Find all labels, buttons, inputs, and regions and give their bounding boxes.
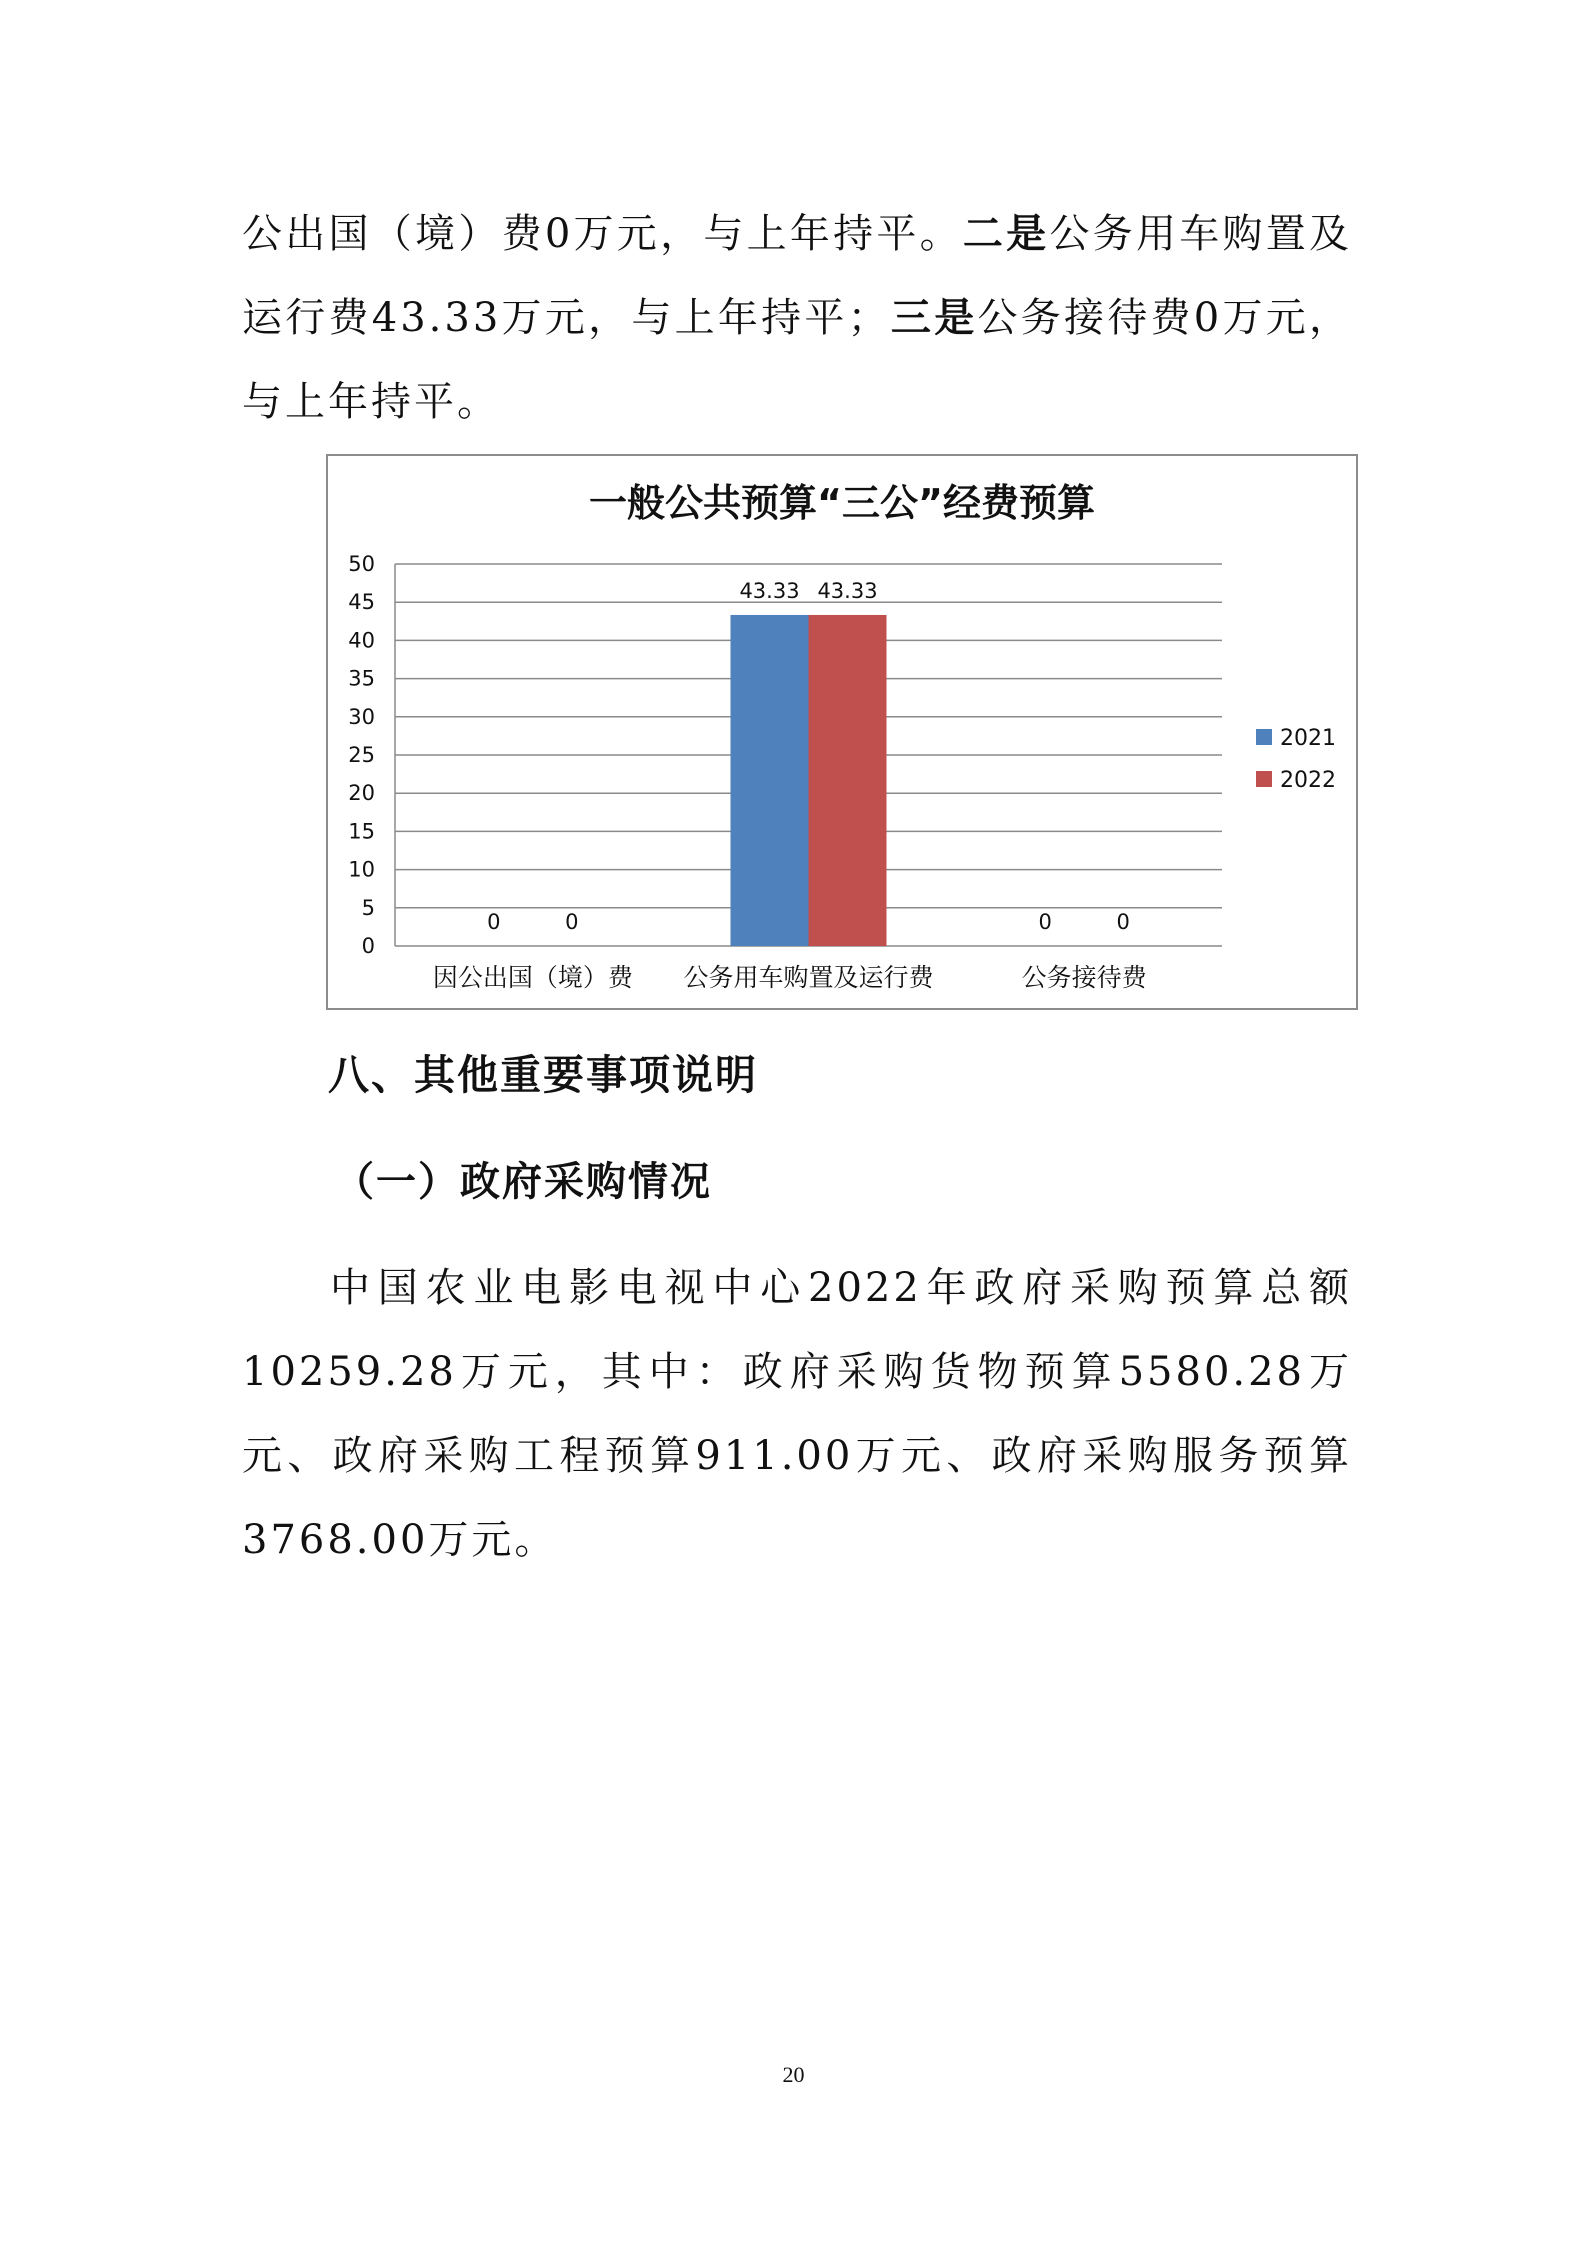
x-tick-label: 公务用车购置及运行费 [683, 963, 934, 992]
legend-label: 2022 [1280, 768, 1336, 793]
y-tick-label: 40 [348, 628, 375, 653]
y-tick-label: 0 [361, 934, 375, 958]
paragraph-segment: 公务接待费0万元，与上年持平。 [242, 295, 1353, 425]
x-tick-label: 公务接待费 [1021, 963, 1147, 992]
data-label: 0 [1116, 910, 1130, 934]
legend-swatch-2022 [1256, 771, 1272, 787]
y-tick-label: 15 [348, 819, 375, 844]
y-tick-label: 30 [348, 704, 375, 729]
y-tick-label: 45 [348, 590, 375, 615]
subsection-heading: （一）政府采购情况 [334, 1159, 712, 1205]
paragraph-three-public-expenses [242, 192, 1352, 444]
data-label: 43.33 [739, 578, 800, 603]
page-number: 20 [782, 2062, 805, 2087]
data-label: 0 [565, 910, 579, 934]
x-tick-label: 因公出国（境）费 [432, 963, 633, 992]
data-label: 0 [487, 910, 501, 934]
y-tick-label: 5 [361, 895, 375, 920]
data-label: 43.33 [817, 578, 878, 603]
y-tick-label: 25 [348, 743, 375, 767]
bar-2022 [809, 615, 887, 946]
chart-title: 一般公共预算“三公”经费预算 [589, 481, 1095, 525]
y-tick-label: 50 [348, 552, 375, 576]
chart-frame [326, 454, 1358, 1010]
y-tick-label: 35 [348, 666, 375, 691]
paragraph-government-procurement: 中国农业电影电视中心2022年政府采购预算总额10259.28万元，其中：政府采购货物预算5580.28万元、政府采购工程预算911.00万元、政府采购服务预算3768.00万元。 [242, 1265, 1352, 1563]
section-heading: 八、其他重要事项说明 [328, 1051, 758, 1099]
legend-label: 2021 [1280, 726, 1336, 751]
bold-lead-phrase: 二是 [962, 210, 1050, 257]
bar-2021 [731, 615, 809, 946]
y-tick-label: 10 [348, 857, 375, 882]
legend-swatch-2021 [1256, 729, 1272, 745]
bold-lead-phrase: 三是 [890, 294, 978, 341]
data-label: 0 [1038, 910, 1052, 934]
bar-chart [328, 456, 1356, 1008]
y-tick-label: 20 [348, 781, 375, 806]
paragraph-segment: 公出国（境）费0万元，与上年持平。 [242, 211, 963, 257]
paragraph-segment: 公务用车购置及运行费43.33万元，与上年持平； [242, 211, 1353, 341]
